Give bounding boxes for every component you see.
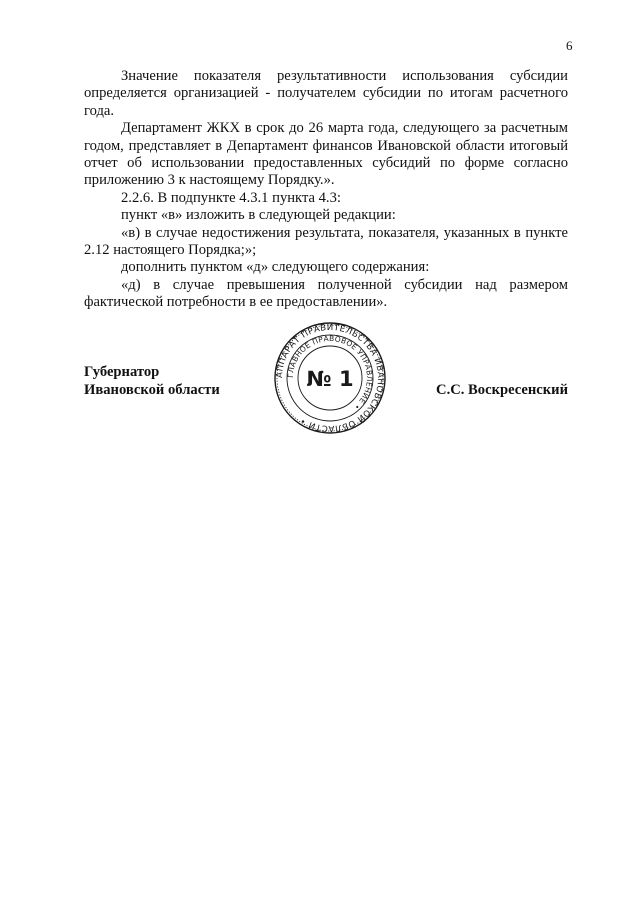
stamp-inner-text: ГЛАВНОЕ ПРАВОВОЕ УПРАВЛЕНИЕ • [285, 333, 375, 412]
signer-title-line1: Губернатор [84, 364, 160, 380]
stamp-center-text: № 1 [306, 367, 354, 391]
official-stamp [273, 321, 387, 435]
stamp-outer-text: АППАРАТ ПРАВИТЕЛЬСТВА ИВАНОВСКОЙ ОБЛАСТИ • [274, 322, 386, 434]
paragraph-indicator-definition: Значение показателя результативности использования субсидии определяется организацией - получателем субсидии по итогам расчетного года. [84, 68, 568, 119]
paragraph-subclause-heading: 2.2.6. В подпункте 4.3.1 пункта 4.3: [121, 189, 341, 206]
signer-name: С.С. Воскресенский [436, 382, 568, 398]
paragraph-item-v-intro: пункт «в» изложить в следующей редакции: [121, 207, 396, 224]
signer-title [84, 363, 220, 399]
paragraph-item-d-intro: дополнить пунктом «д» следующего содержания: [121, 259, 430, 276]
page-number: 6 [566, 38, 573, 53]
paragraph-item-v-text: «в) в случае недостижения результата, показателя, указанных в пункте 2.12 настоящего Порядка;»; [84, 224, 568, 259]
paragraph-report-deadline: Департамент ЖКХ в срок до 26 марта года, следующего за расчетным годом, представляет в Департамент финансов Ивановской области итоговый отчет об использовании предоставленных субсидий по форме согласно приложению 3 к настоящему Порядку.». [84, 120, 568, 189]
paragraph-item-d-text: «д) в случае превышения полученной субсидии над размером фактической потребности в ее предоставлении». [84, 276, 568, 311]
signer-title-line2: Ивановской области [84, 382, 220, 398]
document-body [84, 68, 568, 312]
